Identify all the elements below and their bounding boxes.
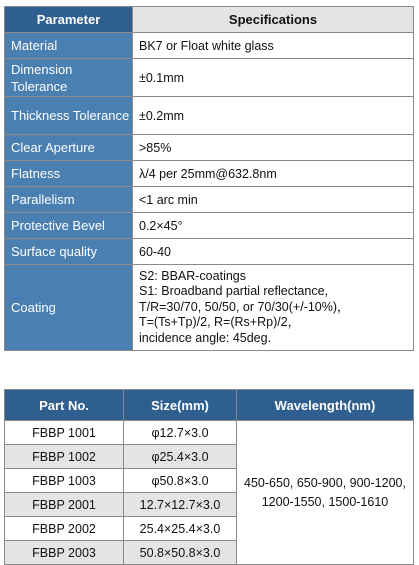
spec-row-coating [5, 265, 414, 351]
spec-label-coating: Coating [5, 265, 133, 351]
spec-row [5, 187, 414, 213]
spec-label-thickness-tolerance: Thickness Tolerance [5, 97, 133, 135]
part-size: φ12.7×3.0 [124, 421, 237, 445]
header-wavelength: Wavelength(nm) [237, 390, 414, 421]
spec-label-protective-bevel: Protective Bevel [5, 213, 133, 239]
spec-value-protective-bevel: 0.2×45° [133, 213, 414, 239]
wavelength-line: 1200-1550, 1500-1610 [261, 494, 389, 509]
coating-line: T=(Ts+Tp)/2, R=(Rs+Rp)/2， [139, 315, 301, 330]
spec-label-flatness: Flatness [5, 161, 133, 187]
spec-row [5, 239, 414, 265]
wavelength-line: 450-650, 650-900, 900-1200, [244, 475, 406, 490]
coating-line: S2: BBAR-coatings [139, 268, 246, 283]
spec-value-thickness-tolerance: ±0.2mm [133, 97, 414, 135]
spec-label-parallelism: Parallelism [5, 187, 133, 213]
header-part-no: Part No. [5, 390, 124, 421]
spec-row [5, 135, 414, 161]
part-number: FBBP 2003 [5, 541, 124, 565]
spec-row [5, 161, 414, 187]
spec-label-surface-quality: Surface quality [5, 239, 133, 265]
part-size: 25.4×25.4×3.0 [124, 517, 237, 541]
spec-label-dimension-tolerance: Dimension Tolerance [5, 59, 133, 97]
part-size: 12.7×12.7×3.0 [124, 493, 237, 517]
table-row [5, 421, 414, 445]
header-size: Size(mm) [124, 390, 237, 421]
spec-label-clear-aperture: Clear Aperture [5, 135, 133, 161]
part-number: FBBP 2002 [5, 517, 124, 541]
spec-header-row [5, 7, 414, 33]
spec-value-material: BK7 or Float white glass [133, 33, 414, 59]
spec-value-surface-quality: 60-40 [133, 239, 414, 265]
header-specifications: Specifications [133, 7, 414, 33]
spec-row [5, 59, 414, 97]
part-number: FBBP 2001 [5, 493, 124, 517]
spec-row [5, 213, 414, 239]
coating-line: incidence angle: 45deg. [139, 330, 272, 345]
spec-value-dimension-tolerance: ±0.1mm [133, 59, 414, 97]
part-size: φ25.4×3.0 [124, 445, 237, 469]
header-parameter: Parameter [5, 7, 133, 33]
spec-value-coating [133, 265, 414, 351]
part-number: FBBP 1001 [5, 421, 124, 445]
spec-label-material: Material [5, 33, 133, 59]
part-number: FBBP 1002 [5, 445, 124, 469]
spec-value-parallelism: <1 arc min [133, 187, 414, 213]
wavelength-cell [237, 421, 414, 565]
specifications-table [4, 6, 414, 351]
part-number: FBBP 1003 [5, 469, 124, 493]
spec-value-clear-aperture: >85% [133, 135, 414, 161]
parts-table [4, 389, 414, 565]
coating-line: T/R=30/70, 50/50, or 70/30(+/-10%)， [139, 299, 350, 314]
part-size: 50.8×50.8×3.0 [124, 541, 237, 565]
coating-line: S1: Broadband partial reflectance, [139, 284, 329, 299]
part-size: φ50.8×3.0 [124, 469, 237, 493]
spec-row [5, 33, 414, 59]
parts-header-row [5, 390, 414, 421]
spec-row [5, 97, 414, 135]
spec-value-flatness: λ/4 per 25mm@632.8nm [133, 161, 414, 187]
